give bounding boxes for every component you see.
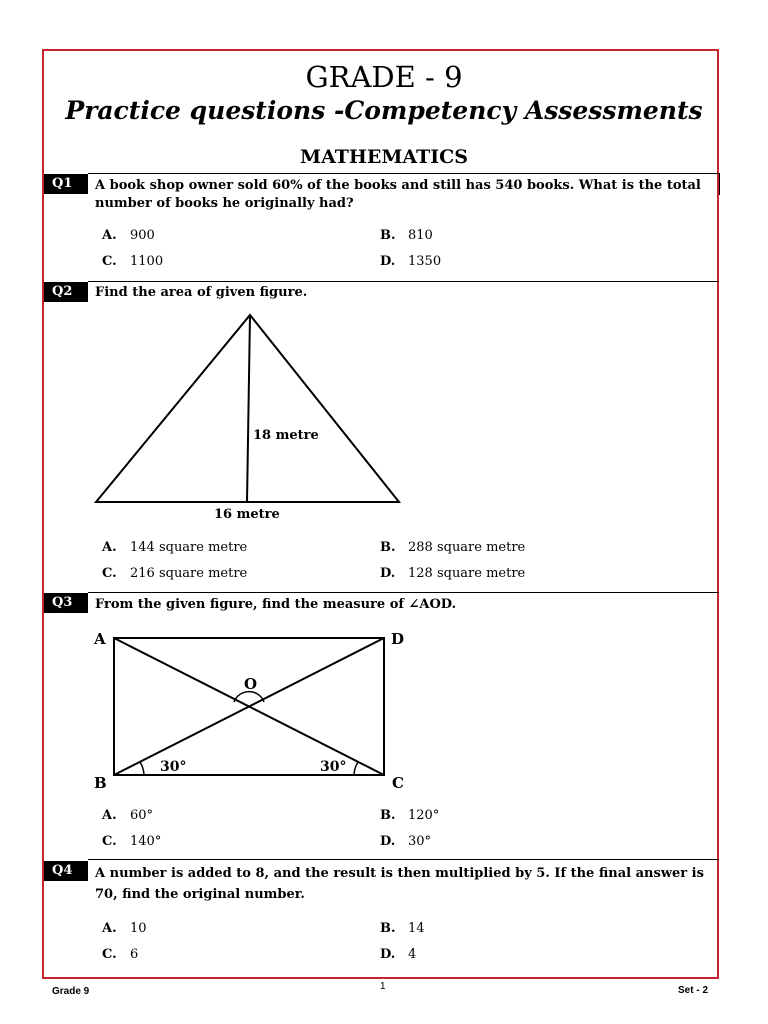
- option-value: 140°: [130, 834, 162, 849]
- vertex-c-label: C: [392, 774, 404, 792]
- footer-set: Set - 2: [678, 985, 709, 996]
- vertex-d-label: D: [391, 630, 405, 648]
- vertex-o-label: O: [244, 675, 258, 693]
- option-value: 4: [408, 947, 417, 962]
- option-value: 144 square metre: [130, 540, 248, 555]
- option-value: 30°: [408, 834, 432, 849]
- option-letter: B.: [380, 228, 396, 243]
- subtitle-heading: Practice questions -Competency Assessments: [65, 96, 703, 125]
- option-letter: D.: [380, 834, 396, 849]
- option-letter: A.: [102, 808, 117, 823]
- q4-top-rule: [88, 859, 719, 860]
- q3-tag: Q3: [44, 593, 88, 613]
- option-letter: C.: [102, 254, 117, 269]
- angle-arc-b: [140, 762, 144, 775]
- q4-tag: Q4: [44, 861, 88, 881]
- option-value: 10: [130, 921, 147, 936]
- option-letter: B.: [380, 921, 396, 936]
- option-letter: C.: [102, 947, 117, 962]
- q1-tag: Q1: [44, 174, 88, 194]
- q2-question-text: Find the area of given figure.: [95, 285, 308, 300]
- option-value: 810: [408, 228, 433, 243]
- vertex-a-label: A: [94, 630, 106, 648]
- footer-page-number: 1: [380, 981, 386, 992]
- option-value: 14: [408, 921, 425, 936]
- option-value: 128 square metre: [408, 566, 526, 581]
- footer-grade: Grade 9: [52, 986, 90, 997]
- option-letter: C.: [102, 566, 117, 581]
- option-value: 288 square metre: [408, 540, 526, 555]
- option-letter: B.: [380, 808, 396, 823]
- height-label: 18 metre: [253, 428, 319, 443]
- option-value: 900: [130, 228, 155, 243]
- option-value: 1100: [130, 254, 164, 269]
- option-letter: A.: [102, 228, 117, 243]
- angle-arc-c: [354, 762, 358, 775]
- option-letter: C.: [102, 834, 117, 849]
- option-value: 1350: [408, 254, 442, 269]
- q4-question-text: A number is added to 8, and the result is then multiplied by 5. If the final answer is 70, find the original number.: [95, 866, 704, 902]
- option-letter: B.: [380, 540, 396, 555]
- q2-tag: Q2: [44, 282, 88, 302]
- angle-b-label: 30°: [160, 759, 187, 775]
- option-letter: D.: [380, 566, 396, 581]
- q3-question-text: From the given figure, find the measure of ∠AOD.: [95, 597, 457, 612]
- angle-c-label: 30°: [320, 759, 347, 775]
- option-value: 6: [130, 947, 139, 962]
- option-value: 120°: [408, 808, 440, 823]
- option-value: 216 square metre: [130, 566, 248, 581]
- grade-heading: GRADE - 9: [305, 60, 463, 94]
- option-value: 60°: [130, 808, 154, 823]
- option-letter: A.: [102, 921, 117, 936]
- option-letter: D.: [380, 254, 396, 269]
- option-letter: A.: [102, 540, 117, 555]
- subject-heading: MATHEMATICS: [300, 146, 468, 168]
- q1-question-text: A book shop owner sold 60% of the books and still has 540 books. What is the total number of books he originally had?: [95, 178, 701, 211]
- base-label: 16 metre: [214, 507, 280, 522]
- vertex-b-label: B: [94, 774, 107, 792]
- option-letter: D.: [380, 947, 396, 962]
